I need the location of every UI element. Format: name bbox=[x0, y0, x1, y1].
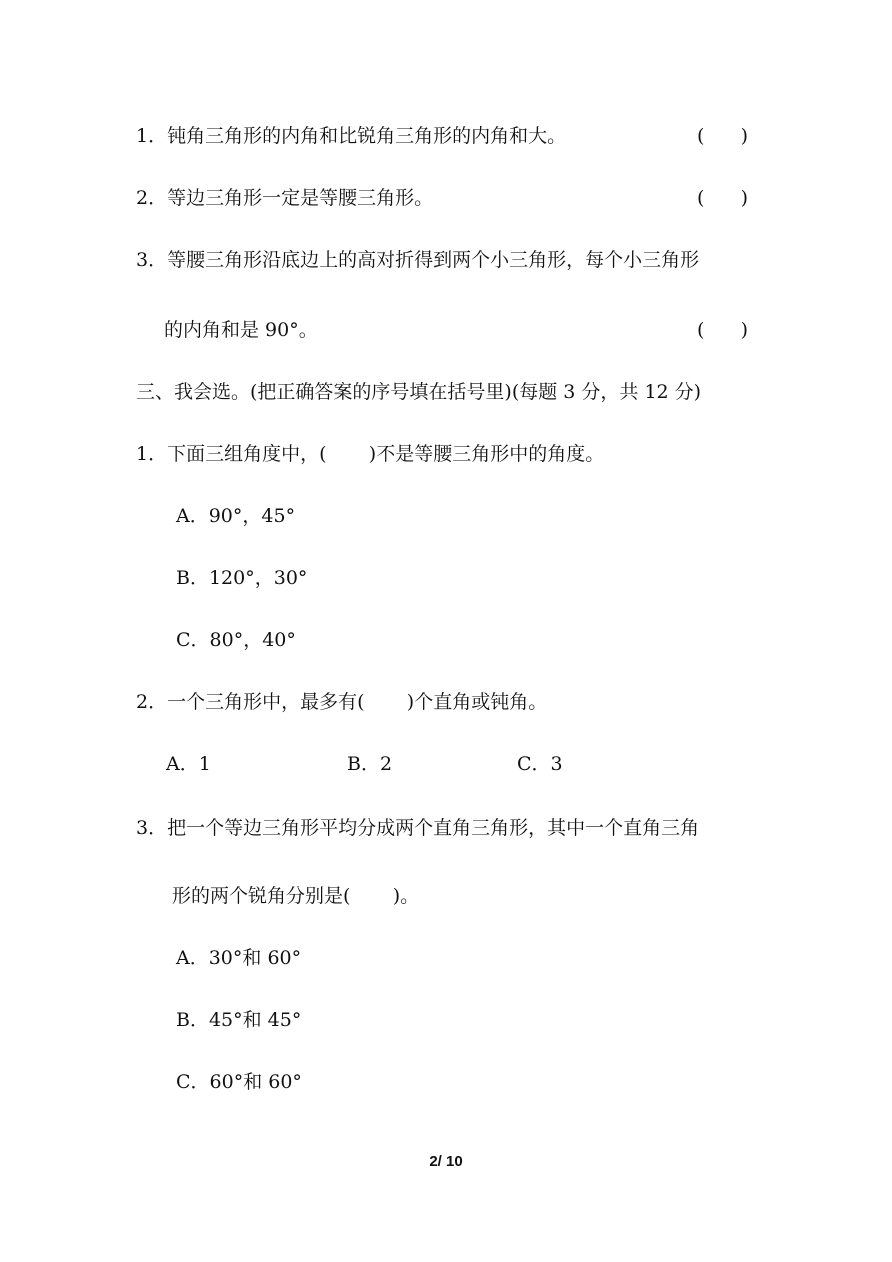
choice-q2-option-b[interactable]: B．2 bbox=[347, 753, 393, 775]
choice-q3-stem: 3．把一个等边三角形平均分成两个直角三角形，其中一个直角三角 bbox=[136, 817, 700, 839]
choice-q3-option-b[interactable]: B．45°和 45° bbox=[176, 1009, 302, 1031]
choice-q1-option-b[interactable]: B．120°，30° bbox=[176, 567, 308, 589]
choice-q2-option-c[interactable]: C．3 bbox=[517, 753, 563, 775]
choice-q3-option-a[interactable]: A．30°和 60° bbox=[176, 947, 302, 969]
judge-item-1-text: 钝角三角形的内角和比锐角三角形的内角和大。 bbox=[167, 125, 567, 147]
judge-item-1-number: 1． bbox=[136, 125, 168, 147]
judge-item-3-text: 等腰三角形沿底边上的高对折得到两个小三角形，每个小三角形 bbox=[167, 249, 700, 271]
choice-q2-option-a[interactable]: A．1 bbox=[166, 753, 211, 775]
choice-q1-option-c[interactable]: C．80°，40° bbox=[176, 629, 296, 651]
judge-item-3 bbox=[136, 248, 699, 272]
judge-item-2-text: 等边三角形一定是等腰三角形。 bbox=[167, 187, 434, 209]
judge-item-3-continuation: 的内角和是 90°。 bbox=[164, 319, 318, 341]
choice-q3-stem-continuation: 形的两个锐角分别是( )。 bbox=[172, 885, 420, 907]
judge-item-2 bbox=[136, 186, 433, 210]
judge-item-1 bbox=[136, 124, 566, 148]
judge-item-3-answer-paren[interactable]: ( ) bbox=[697, 319, 749, 341]
judge-item-1-answer-paren[interactable]: ( ) bbox=[697, 125, 749, 147]
choice-q2-stem: 2．一个三角形中，最多有( )个直角或钝角。 bbox=[136, 691, 548, 713]
choice-q1-stem: 1．下面三组角度中，( )不是等腰三角形中的角度。 bbox=[136, 443, 605, 465]
judge-item-2-answer-paren[interactable]: ( ) bbox=[697, 187, 749, 209]
judge-item-3-number: 3． bbox=[136, 249, 168, 271]
choice-q3-option-c[interactable]: C．60°和 60° bbox=[176, 1071, 302, 1093]
judge-item-2-number: 2． bbox=[136, 187, 168, 209]
page-number: 2/ 10 bbox=[429, 1153, 463, 1170]
section-3-heading: 三、我会选。(把正确答案的序号填在括号里)(每题 3 分，共 12 分) bbox=[136, 381, 702, 403]
choice-q1-option-a[interactable]: A．90°，45° bbox=[176, 505, 296, 527]
